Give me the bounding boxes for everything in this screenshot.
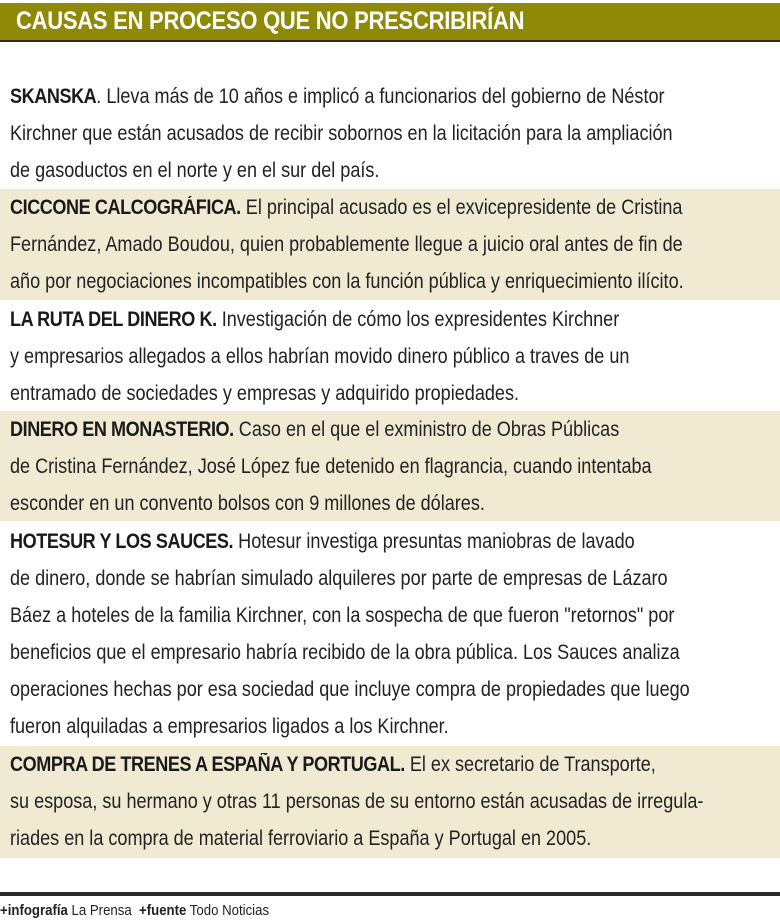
case-text: . Lleva más de 10 años e implicó a funcionarios del gobierno de Néstor xyxy=(96,85,665,108)
case-text: entramado de sociedades y empresas y adquirido propiedades. xyxy=(10,382,520,405)
case-text: fueron alquiladas a empresarios ligados a los Kirchner. xyxy=(10,715,449,738)
case-text: Báez a hoteles de la familia Kirchner, con la sospecha de que fueron "retornos" por xyxy=(10,604,675,627)
case-title: SKANSKA xyxy=(10,85,97,108)
case-text: Kirchner que están acusados de recibir sobornos en la licitación para la ampliación xyxy=(10,122,673,145)
credits-line xyxy=(0,902,269,919)
case-entry-skanska xyxy=(0,78,780,189)
case-entry-ruta-dinero-k xyxy=(0,301,780,411)
case-text: operaciones hechas por esa sociedad que incluye compra de propiedades que luego xyxy=(10,678,690,701)
case-text: El principal acusado es el exvicepresidente de Cristina xyxy=(240,196,683,219)
case-text: su esposa, su hermano y otras 11 personas de su entorno están acusadas de irregula- xyxy=(10,790,704,813)
case-title: CICCONE CALCOGRÁFICA. xyxy=(10,196,241,219)
case-title: LA RUTA DEL DINERO K. xyxy=(10,308,217,331)
fuente-value: Todo Noticias xyxy=(189,902,270,919)
case-text: Hotesur investiga presuntas maniobras de lavado xyxy=(233,530,635,553)
fuente-label: +fuente xyxy=(139,902,187,919)
case-text: de dinero, donde se habrían simulado alquileres por parte de empresas de Lázaro xyxy=(10,567,668,590)
page-title: CAUSAS EN PROCESO QUE NO PRESCRIBIRÍAN xyxy=(16,7,525,35)
case-text: de Cristina Fernández, José López fue detenido en flagrancia, cuando intentaba xyxy=(10,455,652,478)
case-text: riades en la compra de material ferroviario a España y Portugal en 2005. xyxy=(10,827,592,850)
footer-divider xyxy=(0,892,780,896)
case-text: Caso en el que el exministro de Obras Públicas xyxy=(233,418,620,441)
case-entry-dinero-monasterio xyxy=(0,411,780,521)
case-title: COMPRA DE TRENES A ESPAÑA Y PORTUGAL. xyxy=(10,753,405,776)
case-title: DINERO EN MONASTERIO. xyxy=(10,418,234,441)
case-text: esconder en un convento bolsos con 9 millones de dólares. xyxy=(10,492,485,515)
case-text: Fernández, Amado Boudou, quien probablemente llegue a juicio oral antes de fin de xyxy=(10,233,683,256)
case-text: Investigación de cómo los expresidentes Kirchner xyxy=(216,308,620,331)
case-entry-hotesur xyxy=(0,523,780,746)
case-text: El ex secretario de Transporte, xyxy=(404,753,656,776)
case-text: y empresarios allegados a ellos habrían movido dinero público a traves de un xyxy=(10,345,630,368)
case-title: HOTESUR Y LOS SAUCES. xyxy=(10,530,234,553)
case-text: de gasoductos en el norte y en el sur del país. xyxy=(10,159,380,182)
case-entry-compra-trenes xyxy=(0,746,780,858)
case-entry-ciccone xyxy=(0,189,780,300)
case-text: año por negociaciones incompatibles con la función pública y enriquecimiento ilícito. xyxy=(10,270,684,293)
infografia-label: +infografía xyxy=(0,902,68,919)
case-text: beneficios que el empresario habría recibido de la obra pública. Los Sauces analiza xyxy=(10,641,680,664)
header-bar xyxy=(0,3,780,42)
infografia-value: La Prensa xyxy=(71,902,132,919)
